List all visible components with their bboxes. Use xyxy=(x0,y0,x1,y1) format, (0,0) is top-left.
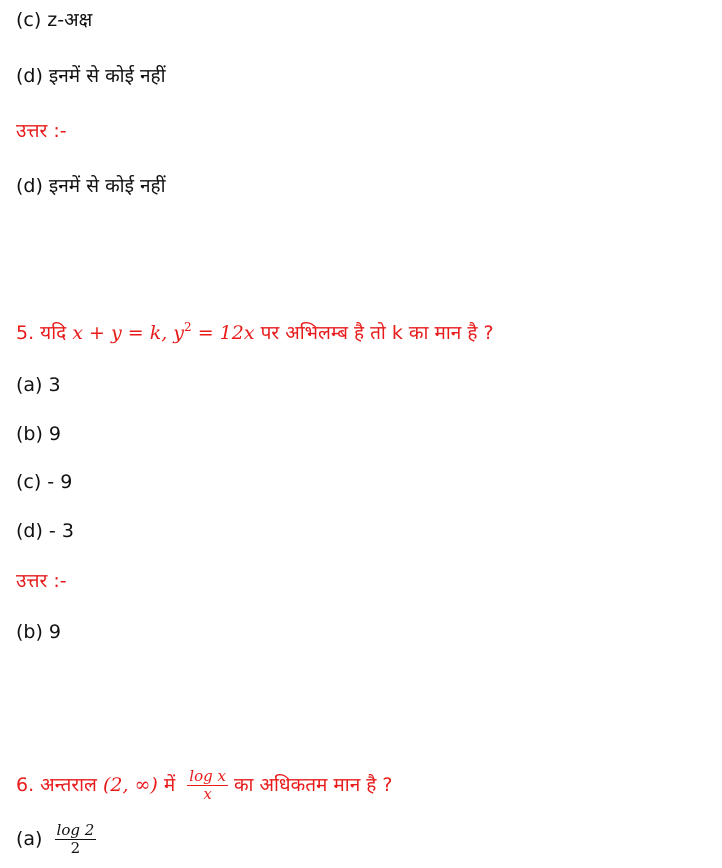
q5-prefix: 5. यदि xyxy=(16,322,73,344)
q6-suffix: का अधिकतम मान है ? xyxy=(233,774,393,796)
q6-prefix: 6. अन्तराल xyxy=(16,774,103,796)
q5-equation-1: x + y = k, xyxy=(72,322,168,344)
q6-question xyxy=(16,768,393,803)
q5-eq2-base: y xyxy=(173,322,185,344)
q5-answer: (b) 9 xyxy=(16,621,62,643)
q5-question xyxy=(16,321,494,345)
q6-option-a-label: (a) xyxy=(16,828,43,850)
q6-fraction xyxy=(187,768,228,803)
q5-answer-label: उत्तर :- xyxy=(16,570,67,592)
q5-suffix: पर अभिलम्ब है तो k का मान है ? xyxy=(254,322,494,344)
q5-option-a: (a) 3 xyxy=(16,374,61,396)
q6-option-a-fraction xyxy=(55,822,97,857)
q5-option-b: (b) 9 xyxy=(16,423,62,445)
q4-answer: (d) इनमें से कोई नहीं xyxy=(16,175,166,197)
q6-option-a-denominator: 2 xyxy=(70,839,81,857)
q5-option-c: (c) - 9 xyxy=(16,471,73,493)
q6-option-a-numerator: log 2 xyxy=(56,821,95,839)
q6-fraction-numerator: log x xyxy=(189,767,226,785)
q5-equation-2 xyxy=(173,322,254,344)
q4-answer-label: उत्तर :- xyxy=(16,120,67,142)
q6-interval: (2, ∞) xyxy=(102,774,158,796)
q4-option-c: (c) z-अक्ष xyxy=(16,9,93,31)
q4-option-d: (d) इनमें से कोई नहीं xyxy=(16,65,166,87)
q5-eq2-rest: = 12x xyxy=(191,322,255,344)
q5-option-d: (d) - 3 xyxy=(16,520,74,542)
q6-option-a xyxy=(16,822,102,857)
q5-eq2-exponent: 2 xyxy=(184,320,192,334)
q6-mein: में xyxy=(157,774,176,796)
q6-fraction-denominator: x xyxy=(203,785,212,803)
